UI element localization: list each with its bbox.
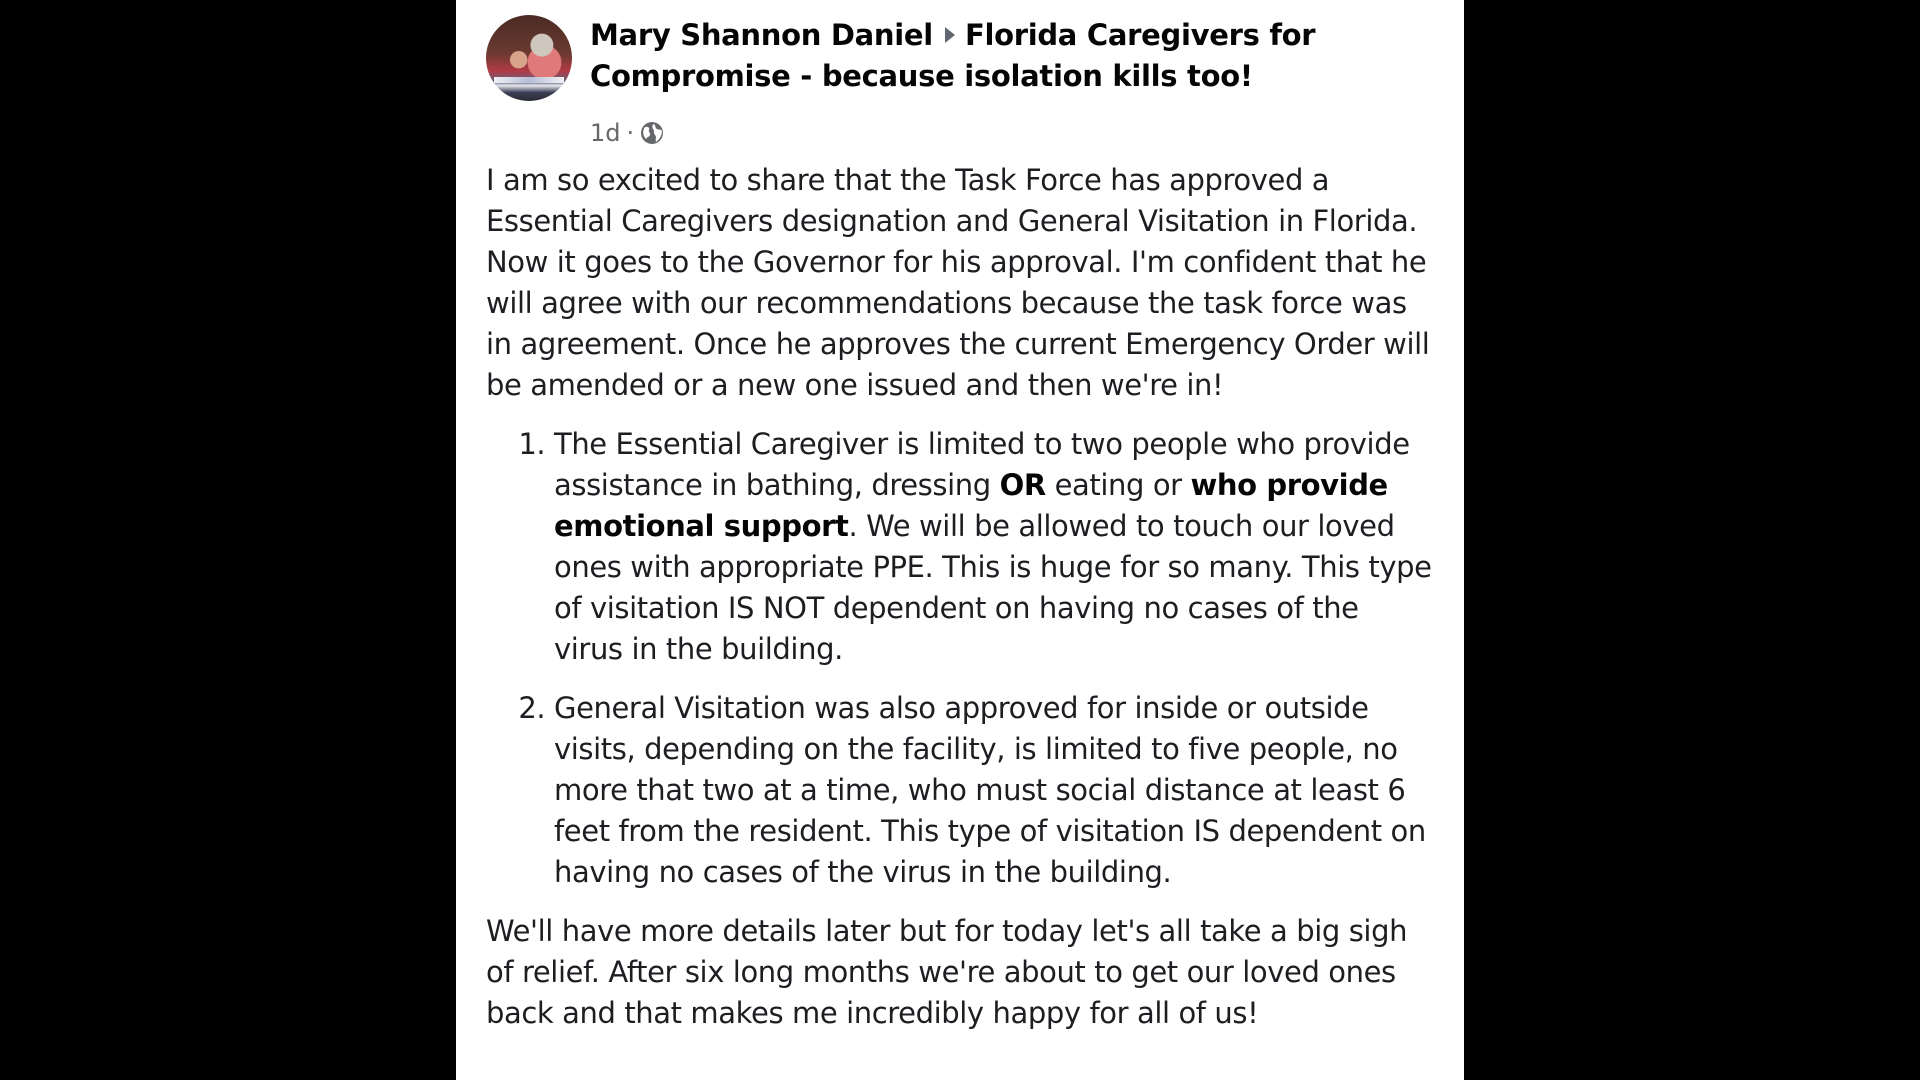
meta-separator: ·: [626, 119, 635, 147]
list-item-general-visitation: 2. General Visitation was also approved for inside or outside visits, depending on the facility, is limited to five people, no more that two at a time, who must social distance at least 6 feet from the resident. This type of visitation IS dependent on having no cases of the virus in the building.: [554, 688, 1436, 893]
group-name-link[interactable]: Florida Caregivers for Compromise - because isolation kills too!: [590, 18, 1316, 93]
bold-text: OR: [999, 468, 1046, 502]
post-header: [486, 15, 1436, 145]
list-text: The Essential Caregiver is limited to two people who provide assistance in bathing, dressing: [554, 427, 1410, 502]
facebook-post: [456, 0, 1464, 1080]
author-name-link[interactable]: Mary Shannon Daniel: [590, 18, 933, 52]
intro-paragraph: I am so excited to share that the Task Force has approved a Essential Caregivers designation and General Visitation in Florida. Now it goes to the Governor for his approval. I'm confident that he will agree with our recommendations because the task force was in agreement. Once he approves the current Emergency Order will be amended or a new one issued and then we're in!: [486, 163, 1430, 402]
triangle-right-icon: [945, 27, 955, 43]
author-avatar[interactable]: [486, 15, 572, 101]
post-title: [590, 15, 1350, 97]
list-text: eating or: [1045, 468, 1191, 502]
post-timestamp[interactable]: 1d: [590, 119, 621, 147]
bold-text: who provide emotional support: [554, 468, 1388, 543]
approval-list: [486, 424, 1436, 893]
closing-paragraph: We'll have more details later but for today let's all take a big sigh of relief. After six long months we're about to get our loved ones back and that makes me incredibly happy for all of us!: [486, 914, 1408, 1030]
post-meta: [590, 119, 664, 147]
avatar-banner: [494, 77, 564, 83]
globe-icon[interactable]: [640, 121, 664, 145]
list-item-essential-caregiver: [554, 424, 1436, 670]
list-text: . We will be allowed to touch our loved ones with appropriate PPE. This is huge for so many. This type of visitation IS NOT dependent on having no cases of the virus in the building.: [554, 509, 1432, 666]
post-body: [486, 160, 1436, 1052]
